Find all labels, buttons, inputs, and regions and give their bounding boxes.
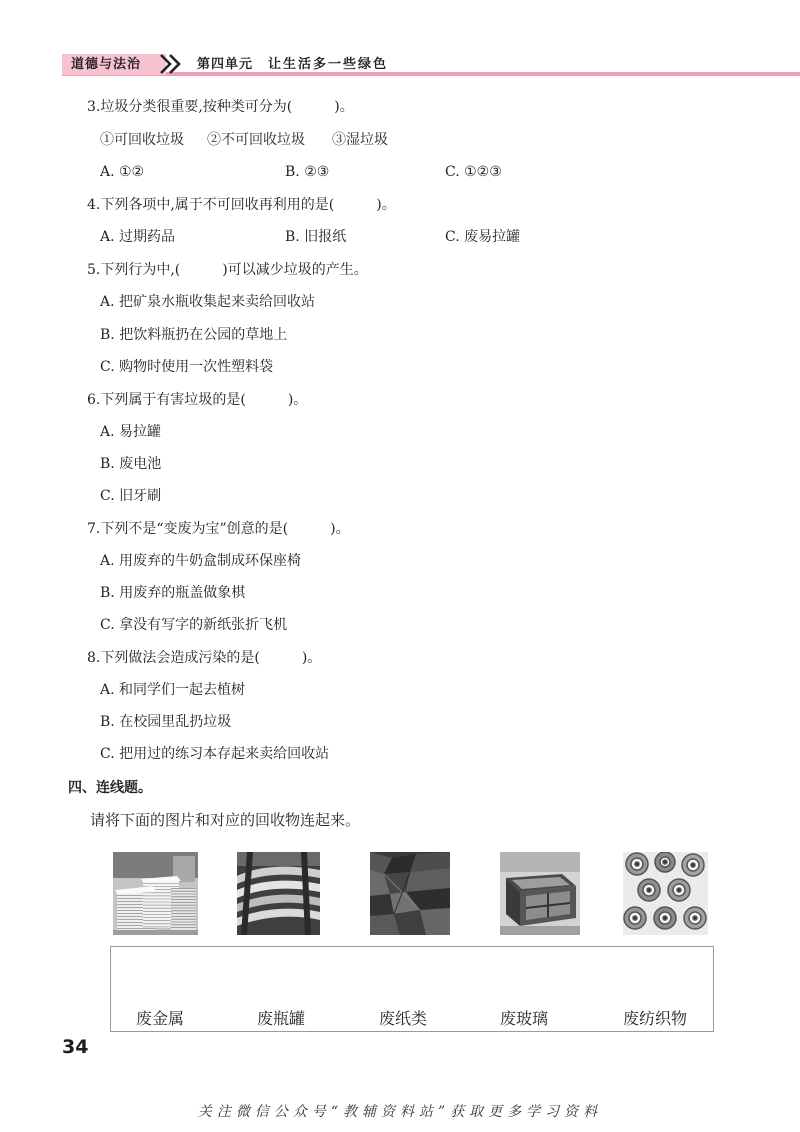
question-6-option-c: C. 旧牙刷	[100, 488, 162, 504]
question-5-stem: 5.下列行为中,( )可以减少垃圾的产生。	[87, 262, 368, 278]
question-3-item: ①可回收垃圾	[100, 132, 184, 148]
photo-metal-frame	[500, 852, 580, 935]
subject-title: 道德与法治	[71, 57, 142, 72]
matching-label: 废金属	[135, 1009, 184, 1028]
question-5-option-b: B. 把饮料瓶扔在公园的草地上	[100, 327, 288, 343]
unit-number: 第四单元	[197, 57, 254, 72]
question-8-option-b: B. 在校园里乱扔垃圾	[100, 714, 232, 730]
matching-label: 废玻璃	[499, 1009, 548, 1028]
photo-crumpled-material	[370, 852, 450, 935]
question-7-option-a: A. 用废弃的牛奶盒制成环保座椅	[100, 553, 302, 569]
question-6-option-b: B. 废电池	[100, 456, 162, 472]
question-4-stem: 4.下列各项中,属于不可回收再利用的是( )。	[87, 197, 396, 213]
question-8-stem: 8.下列做法会造成污染的是( )。	[87, 650, 322, 666]
question-3-item: ②不可回收垃圾	[207, 132, 305, 148]
question-3-option-b: B. ②③	[285, 164, 330, 180]
question-7-option-b: B. 用废弃的瓶盖做象棋	[100, 585, 246, 601]
question-8-option-a: A. 和同学们一起去植树	[100, 682, 246, 698]
matching-label: 废瓶罐	[256, 1009, 305, 1028]
question-6-stem: 6.下列属于有害垃圾的是( )。	[87, 392, 308, 408]
photo-paper-stack	[113, 852, 198, 935]
section-4-instruction: 请将下面的图片和对应的回收物连起来。	[90, 811, 361, 829]
question-5-option-c: C. 购物时使用一次性塑料袋	[100, 359, 274, 375]
photo-glass-sheets	[237, 852, 320, 935]
question-6-option-a: A. 易拉罐	[100, 424, 162, 440]
question-4-option-b: B. 旧报纸	[285, 229, 347, 245]
question-4-option-c: C. 废易拉罐	[445, 229, 521, 245]
section-4-title: 四、连线题。	[68, 780, 152, 796]
page-number: 34	[62, 1036, 89, 1058]
matching-label: 废纸类	[378, 1009, 427, 1028]
question-4-option-a: A. 过期药品	[100, 229, 176, 245]
matching-label: 废纺织物	[622, 1009, 687, 1028]
unit-title: 让生活多一些绿色	[268, 57, 389, 72]
question-3-option-a: A. ①②	[100, 164, 145, 180]
question-3-option-c: C. ①②③	[445, 164, 502, 180]
photo-cans	[623, 852, 708, 935]
question-8-option-c: C. 把用过的练习本存起来卖给回收站	[100, 746, 330, 762]
question-3-stem: 3.垃圾分类很重要,按种类可分为( )。	[87, 99, 354, 115]
question-7-stem: 7.下列不是“变废为宝”创意的是( )。	[87, 521, 350, 537]
question-7-option-c: C. 拿没有写字的新纸张折飞机	[100, 617, 288, 633]
question-5-option-a: A. 把矿泉水瓶收集起来卖给回收站	[100, 294, 316, 310]
footer-note: 关注微信公众号“教辅资料站”获取更多学习资料	[197, 1104, 603, 1120]
double-chevron-icon	[158, 53, 186, 75]
question-3-item: ③湿垃圾	[332, 132, 388, 148]
